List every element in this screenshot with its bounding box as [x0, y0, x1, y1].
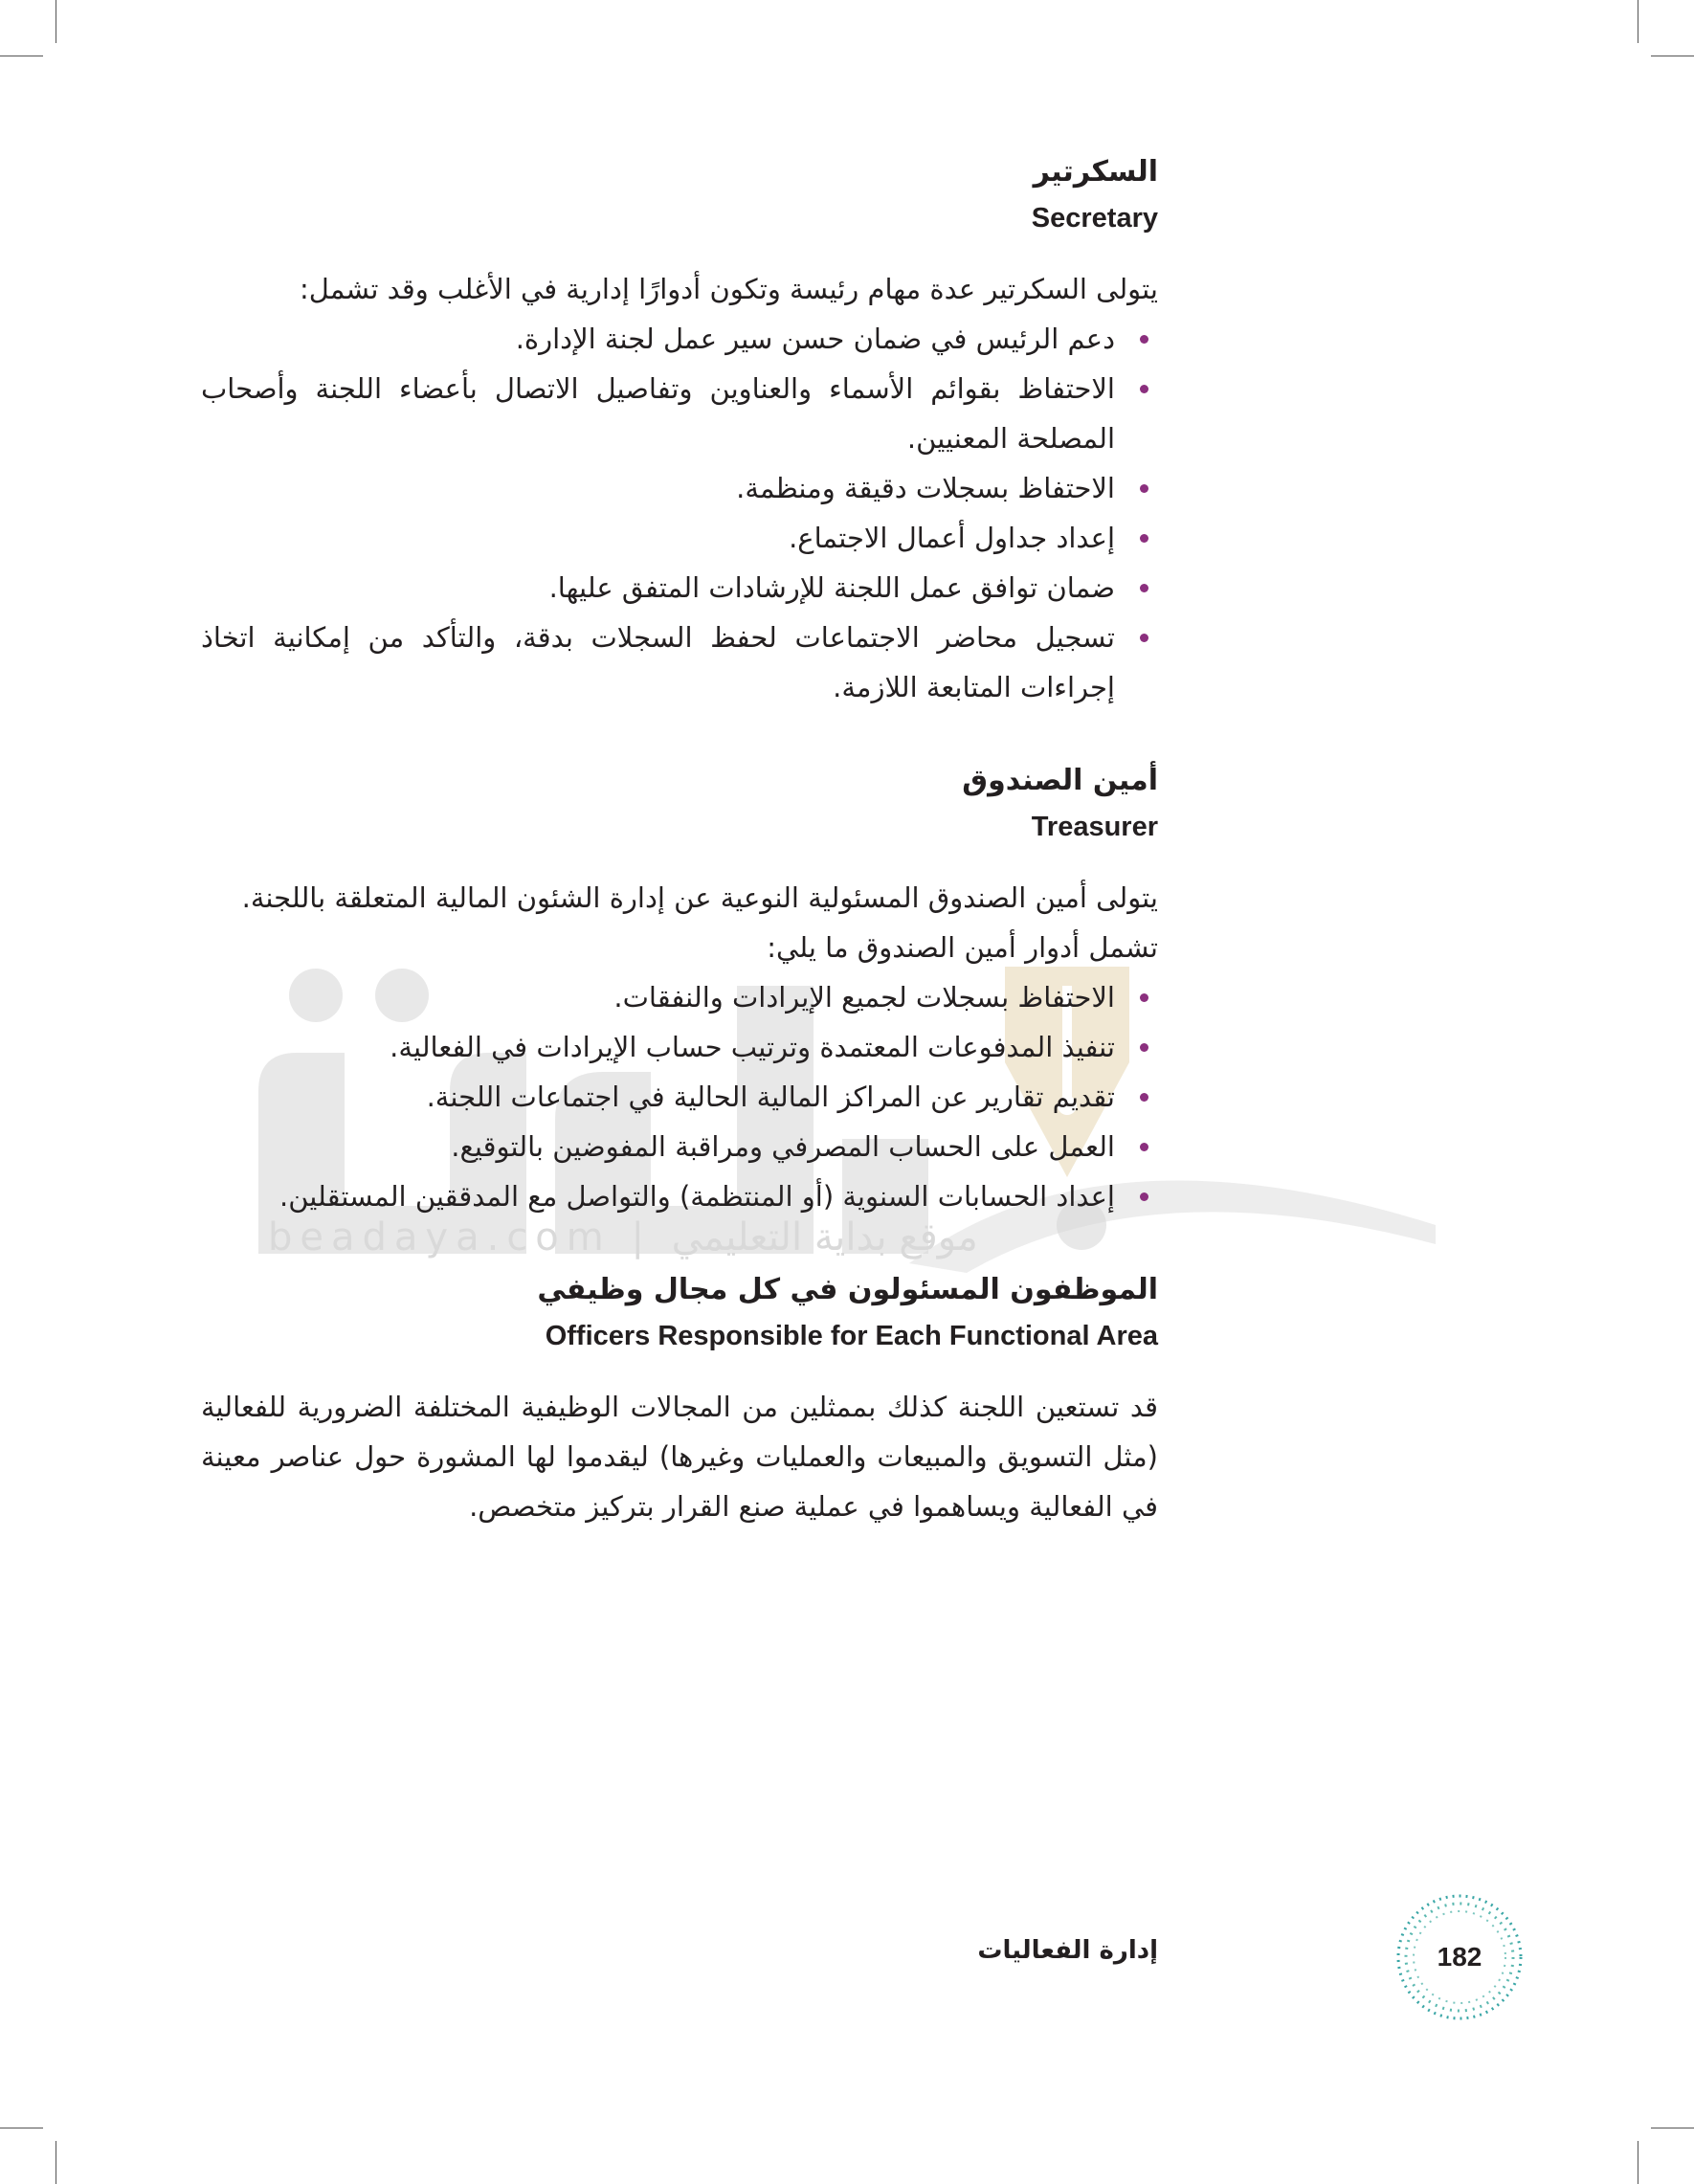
secretary-heading-en: Secretary — [1031, 203, 1158, 234]
list-item: الاحتفاظ بسجلات دقيقة ومنظمة. — [201, 463, 1115, 513]
page-content — [201, 153, 1158, 1531]
list-item: تنفيذ المدفوعات المعتمدة وترتيب حساب الإيرادات في الفعالية. — [201, 1022, 1115, 1072]
officers-section — [201, 1271, 1158, 1531]
secretary-duties-list — [201, 314, 1158, 712]
officers-paragraph: قد تستعين اللجنة كذلك بممثلين من المجالات الوظيفية المختلفة الضرورية للفعالية (مثل التسويق والمبيعات والعمليات وغيرها) ليقدموا لها المشورة حول عناصر معينة في الفعالية ويساهموا في عملية صنع القرار بتركيز متخصص. — [201, 1391, 1158, 1523]
watermark-site-text: beadaya.com | موقع بداية التعليمي — [268, 1215, 978, 1259]
officers-heading-en: Officers Responsible for Each Functional Area — [545, 1321, 1158, 1351]
treasurer-section — [201, 762, 1158, 1221]
treasurer-intro — [201, 873, 1158, 972]
list-item: إعداد الحسابات السنوية (أو المنتظمة) والتواصل مع المدققين المستقلين. — [201, 1171, 1115, 1221]
list-item: دعم الرئيس في ضمان حسن سير عمل لجنة الإدارة. — [201, 314, 1115, 364]
treasurer-heading-ar: أمين الصندوق — [962, 764, 1158, 797]
list-item: ضمان توافق عمل اللجنة للإرشادات المتفق عليها. — [201, 563, 1115, 613]
list-item: الاحتفاظ بقوائم الأسماء والعناوين وتفاصيل الاتصال بأعضاء اللجنة وأصحاب المصلحة المعنيين. — [201, 364, 1115, 463]
treasurer-duties-list — [201, 972, 1158, 1221]
secretary-intro: يتولى السكرتير عدة مهام رئيسة وتكون أدوارًا إدارية في الأغلب وقد تشمل: — [300, 273, 1158, 305]
list-item: الاحتفاظ بسجلات لجميع الإيرادات والنفقات. — [201, 972, 1115, 1022]
treasurer-intro-line-2: تشمل أدوار أمين الصندوق ما يلي: — [767, 931, 1158, 964]
officers-heading-ar: الموظفون المسئولون في كل مجال وظيفي — [537, 1273, 1158, 1306]
treasurer-intro-line-1: يتولى أمين الصندوق المسئولية النوعية عن إدارة الشئون المالية المتعلقة باللجنة. — [241, 881, 1158, 914]
list-item: تسجيل محاضر الاجتماعات لحفظ السجلات بدقة، والتأكد من إمكانية اتخاذ إجراءات المتابعة اللازمة. — [201, 613, 1115, 712]
list-item: إعداد جداول أعمال الاجتماع. — [201, 513, 1115, 563]
list-item: تقديم تقارير عن المراكز المالية الحالية في اجتماعات اللجنة. — [201, 1072, 1115, 1122]
list-item: العمل على الحساب المصرفي ومراقبة المفوضين بالتوقيع. — [201, 1122, 1115, 1171]
secretary-heading-ar: السكرتير — [1033, 155, 1158, 189]
page-number-badge — [1393, 1890, 1527, 2024]
book-title: إدارة الفعاليات — [977, 1936, 1158, 1965]
page-number: 182 — [1437, 1942, 1482, 1972]
treasurer-heading-en: Treasurer — [1031, 812, 1158, 842]
